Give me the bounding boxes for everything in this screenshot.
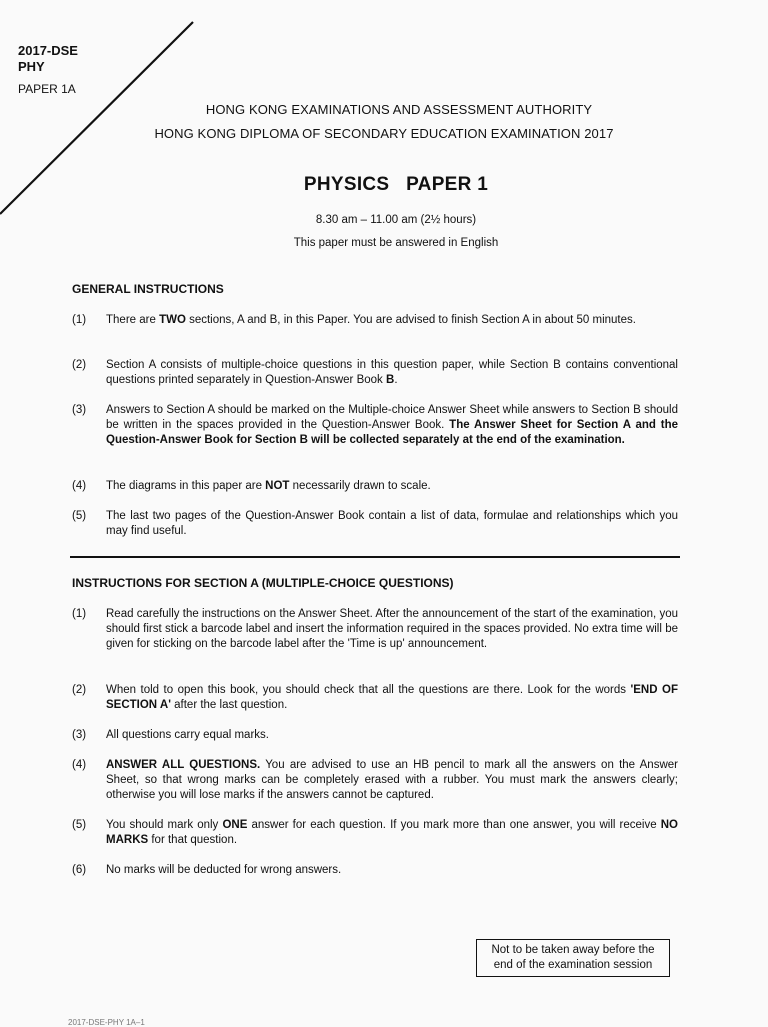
general-item-2 bbox=[72, 358, 678, 388]
general-instructions-heading: GENERAL INSTRUCTIONS bbox=[72, 282, 224, 296]
general-item-3 bbox=[72, 403, 678, 448]
item-text: There are TWO sections, A and B, in this Paper. You are advised to finish Section A in about 50 minutes. bbox=[106, 314, 636, 326]
section-a-item-2 bbox=[72, 683, 678, 713]
item-text: Answers to Section A should be marked on the Multiple-choice Answer Sheet while answers to Section B should be written in the spaces provided in the Question-Answer Book. The Answer Sheet for Section A and the Question-Answer Book for Section B will be collected separately at the end of the examination. bbox=[106, 404, 678, 446]
general-item-5 bbox=[72, 509, 678, 539]
exam-time: 8.30 am – 11.00 am (2½ hours) bbox=[315, 214, 477, 226]
item-number: (2) bbox=[72, 359, 87, 371]
paper-title: PHYSICS PAPER 1 bbox=[303, 174, 489, 195]
general-item-4 bbox=[72, 479, 678, 494]
item-number: (6) bbox=[72, 864, 87, 876]
item-text: ANSWER ALL QUESTIONS. You are advised to use an HB pencil to mark all the answers on the Answer Sheet, so that wrong marks can be completely erased with a rubber. You must mark the answers clearly; otherwise you will lose marks if the answers cannot be captured. bbox=[106, 759, 678, 801]
item-text: The last two pages of the Question-Answer Book contain a list of data, formulae and relationships which you may find useful. bbox=[106, 510, 678, 537]
item-text: No marks will be deducted for wrong answers. bbox=[106, 864, 342, 876]
language-note: This paper must be answered in English bbox=[293, 237, 499, 249]
section-a-item-4 bbox=[72, 758, 678, 803]
notice-line-1: Not to be taken away before the bbox=[491, 944, 655, 956]
section-a-heading: INSTRUCTIONS FOR SECTION A (MULTIPLE-CHOICE QUESTIONS) bbox=[72, 576, 454, 590]
item-number: (3) bbox=[72, 404, 87, 416]
authority-header bbox=[0, 102, 768, 150]
section-divider bbox=[70, 556, 680, 558]
section-a-item-3 bbox=[72, 728, 678, 743]
item-text: When told to open this book, you should check that all the questions are there. Look for the words 'END OF SECTION A' after the last question. bbox=[106, 684, 678, 711]
item-number: (1) bbox=[72, 608, 87, 620]
item-number: (4) bbox=[72, 759, 87, 771]
paper-number: PAPER 1A bbox=[18, 81, 76, 96]
item-text: All questions carry equal marks. bbox=[106, 729, 269, 741]
notice-line-2: end of the examination session bbox=[493, 959, 653, 971]
item-number: (1) bbox=[72, 314, 87, 326]
subject-code-line1: 2017-DSE bbox=[18, 43, 78, 58]
item-text: You should mark only ONE answer for each question. If you mark more than one answer, you will receive NO MARKS for that question. bbox=[106, 819, 678, 846]
item-text: Section A consists of multiple-choice questions in this question paper, while Section B contains conventional questions printed separately in Question-Answer Book B. bbox=[106, 359, 678, 386]
item-text: The diagrams in this paper are NOT necessarily drawn to scale. bbox=[106, 480, 431, 492]
item-number: (2) bbox=[72, 684, 87, 696]
subject-code-line2: PHY bbox=[18, 59, 45, 75]
section-a-item-6 bbox=[72, 863, 678, 878]
item-number: (5) bbox=[72, 819, 87, 831]
item-number: (5) bbox=[72, 510, 87, 522]
exam-name: HONG KONG DIPLOMA OF SECONDARY EDUCATION EXAMINATION 2017 bbox=[154, 126, 614, 141]
page-footer-code: 2017-DSE-PHY 1A–1 bbox=[68, 1018, 145, 1027]
item-text: Read carefully the instructions on the Answer Sheet. After the announcement of the start of the examination, you should first stick a barcode label and insert the information required in the spaces provided. No extra time will be given for sticking on the barcode label after the 'Time is up' announcement. bbox=[106, 608, 678, 650]
section-a-item-1 bbox=[72, 607, 678, 652]
authority-name: HONG KONG EXAMINATIONS AND ASSESSMENT AUTHORITY bbox=[205, 102, 593, 117]
paper-code-block bbox=[18, 43, 78, 97]
item-number: (4) bbox=[72, 480, 87, 492]
section-a-item-5 bbox=[72, 818, 678, 848]
not-to-be-taken-away-notice bbox=[476, 939, 670, 977]
item-number: (3) bbox=[72, 729, 87, 741]
general-item-1 bbox=[72, 313, 678, 328]
